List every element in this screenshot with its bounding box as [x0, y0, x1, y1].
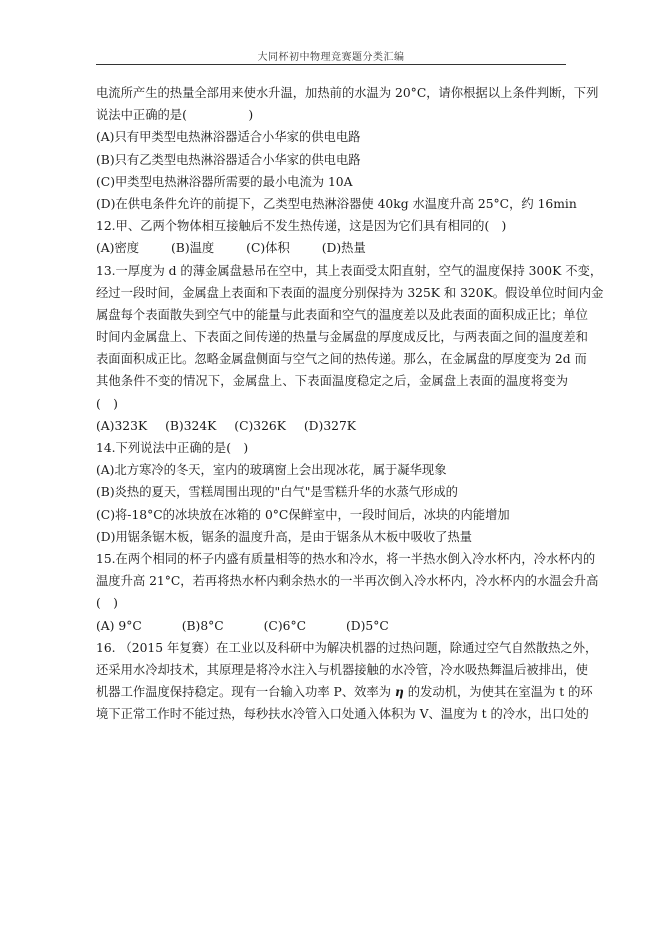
intro-line-1: 电流所产生的热量全部用来使水升温，加热前的水温为 20°C，请你根据以上条件判断，下列	[96, 86, 599, 100]
q12-option-b: (B)温度	[171, 241, 215, 256]
q13-option-a: (A)323K	[96, 418, 148, 433]
q12-options	[96, 237, 568, 259]
q13-options	[96, 415, 568, 437]
header-rule	[96, 64, 566, 65]
q11-option-d: (D)在供电条件允许的前提下，乙类型电热淋浴器使 40kg 水温度升高 25°C，约 16min	[96, 196, 577, 211]
q13-line-3: 属盘每个表面散失到空气中的能量与此表面和空气的温度差以及此表面的面积成正比；单位	[96, 307, 588, 322]
q13-line-5: 表面面积成正比。忽略金属盘侧面与空气之间的热传递。那么，在金属盘的厚度变为 2d 而	[96, 352, 587, 367]
q15-option-c: (C)6°C	[263, 618, 307, 633]
q13-line-1: 13.一厚度为 d 的薄金属盘悬吊在空中，其上表面受太阳直射，空气的温度保持 300K 不变，	[96, 263, 603, 278]
q13-line-2: 经过一段时间，金属盘上表面和下表面的温度分别保持为 325K 和 320K。假设单位时间内金	[96, 285, 604, 300]
q13-line-4: 时间内金属盘上、下表面之间传递的热量与金属盘的厚度成反比，与两表面之间的温度差和	[96, 330, 588, 345]
q15-options	[96, 615, 568, 637]
q13-option-c: (C)326K	[234, 418, 286, 433]
q16-line-3-part-a: 机器工作温度保持稳定。现有一台输入功率 P、效率为	[96, 685, 395, 700]
q11-option-b: (B)只有乙类型电热淋浴器适合小华家的供电电路	[96, 152, 361, 167]
q14-option-b: (B)炎热的夏天，雪糕周围出现的"白气"是雪糕升华的水蒸气形成的	[96, 485, 458, 500]
q14-option-a: (A)北方寒冷的冬天，室内的玻璃窗上会出现冰花，属于凝华现象	[96, 463, 447, 478]
intro-line-2: 说法中正确的是( )	[96, 108, 254, 123]
q15-line-2: 温度升高 21°C，若再将热水杯内剩余热水的一半再次倒入冷水杯内，冷水杯内的水温会升高	[96, 574, 599, 589]
q12-stem: 12.甲、乙两个物体相互接触后不发生热传递，这是因为它们具有相同的( )	[96, 219, 507, 234]
q14-option-c: (C)将-18°C的冰块放在冰箱的 0°C保鲜室中，一段时间后，冰块的内能增加	[96, 507, 510, 522]
q15-option-d: (D)5°C	[345, 618, 389, 633]
q15-line-1: 15.在两个相同的杯子内盛有质量相等的热水和冷水，将一半热水倒入冷水杯内，冷水杯内的	[96, 551, 596, 566]
q15-option-b: (B)8°C	[181, 618, 224, 633]
q15-option-a: (A) 9°C	[96, 618, 142, 633]
q14-stem: 14.下列说法中正确的是( )	[96, 441, 249, 455]
document-body	[96, 82, 604, 725]
q16-line-1: 16. （2015 年复赛）在工业以及科研中为解决机器的过热问题，除通过空气自然散热之外，	[96, 640, 598, 655]
q12-option-a: (A)密度	[96, 241, 140, 256]
q16-line-3-part-b: 的发动机，为使其在室温为 t 的环	[403, 685, 593, 700]
q16-line-2: 还采用水冷却技术，其原理是将冷水注入与机器接触的水冷管，冷水吸热舞温后被排出，使	[96, 662, 588, 677]
q15-paren: ( )	[96, 596, 118, 611]
q11-option-a: (A)只有甲类型电热淋浴器适合小华家的供电电路	[96, 130, 361, 145]
eta-symbol: η	[394, 684, 404, 700]
q16-line-3	[96, 681, 593, 703]
q13-paren: ( )	[96, 396, 118, 411]
q11-option-c: (C)甲类型电热淋浴器所需要的最小电流为 10A	[96, 174, 353, 189]
q13-option-b: (B)324K	[165, 418, 217, 433]
q13-line-6: 其他条件不变的情况下，金属盘上、下表面温度稳定之后，金属盘上表面的温度将变为	[96, 374, 568, 389]
q13-option-d: (D)327K	[303, 418, 356, 433]
q12-option-c: (C)体积	[246, 241, 290, 256]
q12-option-d: (D)热量	[321, 241, 366, 256]
q14-option-d: (D)用锯条锯木板，锯条的温度升高，是由于锯条从木板中吸收了热量	[96, 529, 473, 544]
q16-line-4: 境下正常工作时不能过热，每秒扶水冷管入口处通入体积为 V、温度为 t 的冷水，出口处的	[96, 707, 589, 722]
running-header: 大同杯初中物理竞赛题分类汇编	[257, 52, 405, 63]
